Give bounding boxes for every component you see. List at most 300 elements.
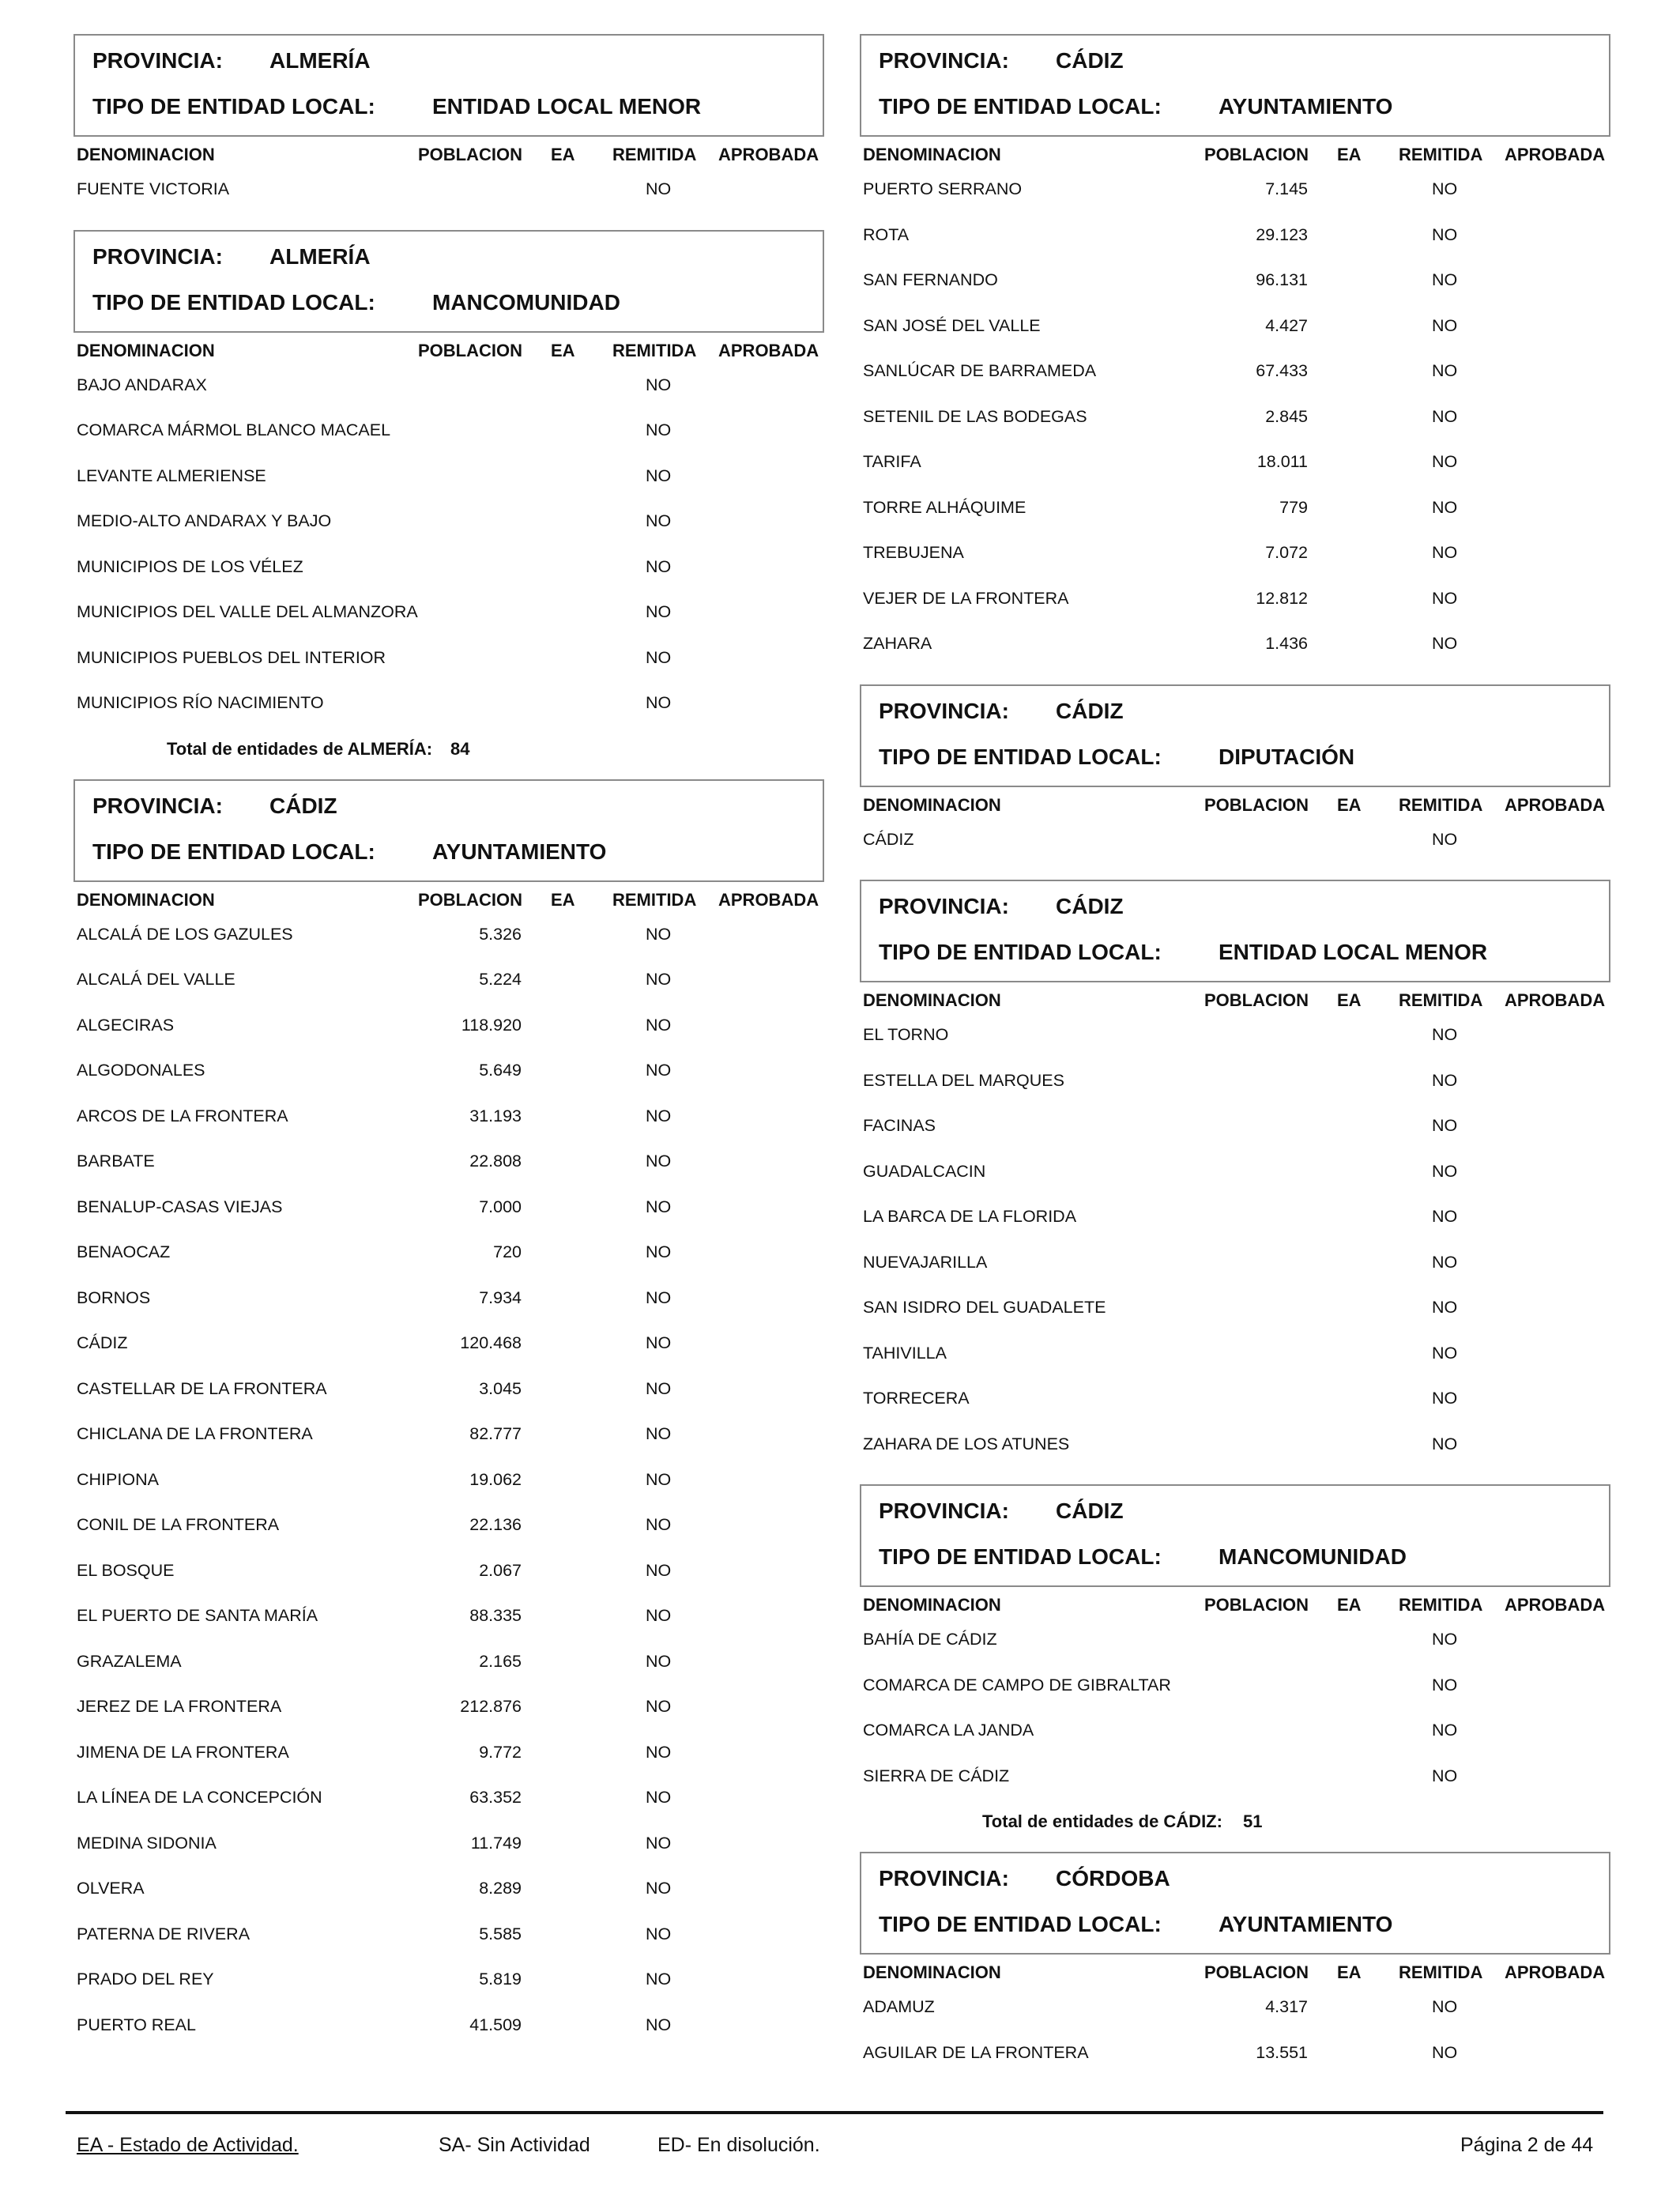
row-denominacion: MUNICIPIOS PUEBLOS DEL INTERIOR xyxy=(77,647,386,667)
tipo-value: AYUNTAMIENTO xyxy=(1219,1912,1393,1936)
provincia-label: PROVINCIA: xyxy=(879,48,1009,73)
legend-ed: ED- En disolución. xyxy=(657,2134,820,2156)
row-denominacion: CÁDIZ xyxy=(863,829,914,849)
row-remitida: NO xyxy=(1432,361,1458,380)
column-headers xyxy=(73,137,824,176)
row-denominacion: TARIFA xyxy=(863,452,921,471)
row-remitida: NO xyxy=(1432,224,1458,244)
row-remitida: NO xyxy=(646,1469,672,1489)
left-column xyxy=(73,0,824,2057)
col-aprobada-header: APROBADA xyxy=(718,340,819,360)
section xyxy=(860,1852,1610,2085)
row-remitida: NO xyxy=(1432,1630,1458,1649)
table-row xyxy=(73,1194,824,1240)
table-row xyxy=(73,176,824,222)
table-row xyxy=(73,645,824,691)
table-row xyxy=(860,358,1610,404)
row-denominacion: CÁDIZ xyxy=(77,1333,128,1352)
table-row xyxy=(860,540,1610,586)
row-remitida: NO xyxy=(646,1015,672,1035)
tipo-value: MANCOMUNIDAD xyxy=(432,289,620,315)
row-poblacion: 88.335 xyxy=(469,1606,522,1625)
provincia-line xyxy=(92,793,337,819)
provincia-value: ALMERÍA xyxy=(269,48,371,73)
row-remitida: NO xyxy=(646,1287,672,1307)
provincia-label: PROVINCIA: xyxy=(92,793,223,818)
row-remitida: NO xyxy=(646,1197,672,1216)
row-remitida: NO xyxy=(1432,588,1458,608)
tipo-label: TIPO DE ENTIDAD LOCAL: xyxy=(92,94,375,119)
table-row xyxy=(860,1717,1610,1763)
row-remitida: NO xyxy=(1432,1207,1458,1226)
table-row xyxy=(860,586,1610,631)
row-denominacion: CASTELLAR DE LA FRONTERA xyxy=(77,1378,327,1398)
row-denominacion: NUEVAJARILLA xyxy=(863,1252,988,1272)
row-remitida: NO xyxy=(1432,1766,1458,1785)
row-remitida: NO xyxy=(1432,452,1458,471)
row-denominacion: ARCOS DE LA FRONTERA xyxy=(77,1106,288,1125)
row-denominacion: PUERTO SERRANO xyxy=(863,179,1023,198)
tipo-label: TIPO DE ENTIDAD LOCAL: xyxy=(879,1544,1162,1569)
table-row xyxy=(860,1672,1610,1718)
col-ea-header: EA xyxy=(1337,145,1362,164)
table-row xyxy=(73,690,824,736)
tipo-label: TIPO DE ENTIDAD LOCAL: xyxy=(879,744,1162,769)
row-remitida: NO xyxy=(1432,315,1458,335)
table-row xyxy=(73,554,824,600)
table-row xyxy=(73,1558,824,1604)
col-remitida-header: REMITIDA xyxy=(1399,990,1483,1010)
row-remitida: NO xyxy=(646,1242,672,1261)
provincia-line xyxy=(92,243,371,270)
row-denominacion: COMARCA MÁRMOL BLANCO MACAEL xyxy=(77,420,391,439)
section-header xyxy=(73,34,824,137)
row-denominacion: FUENTE VICTORIA xyxy=(77,179,230,198)
col-denominacion-header: DENOMINACION xyxy=(863,1595,1001,1615)
tipo-line xyxy=(879,1912,1393,1937)
row-denominacion: LA BARCA DE LA FLORIDA xyxy=(863,1207,1077,1226)
col-ea-header: EA xyxy=(551,889,575,910)
row-denominacion: BENAOCAZ xyxy=(77,1242,171,1261)
table-row xyxy=(73,1875,824,1921)
section-header xyxy=(860,880,1610,982)
provincia-value: ALMERÍA xyxy=(269,243,371,269)
row-denominacion: CONIL DE LA FRONTERA xyxy=(77,1515,280,1534)
table-row xyxy=(73,1285,824,1331)
provincia-line xyxy=(879,48,1124,74)
table-row xyxy=(73,1239,824,1285)
table-row xyxy=(73,1966,824,2012)
table-row xyxy=(860,1994,1610,2040)
row-poblacion: 212.876 xyxy=(460,1697,522,1716)
row-denominacion: TORRE ALHÁQUIME xyxy=(863,497,1026,517)
row-remitida: NO xyxy=(646,602,672,621)
total-line xyxy=(73,736,824,774)
row-denominacion: JIMENA DE LA FRONTERA xyxy=(77,1742,289,1762)
row-denominacion: MEDINA SIDONIA xyxy=(77,1833,217,1853)
tipo-line xyxy=(879,94,1393,119)
row-poblacion: 96.131 xyxy=(1256,270,1308,289)
total-label: Total de entidades de ALMERÍA: xyxy=(167,738,433,759)
row-denominacion: GRAZALEMA xyxy=(77,1651,182,1671)
row-denominacion: AGUILAR DE LA FRONTERA xyxy=(863,2042,1089,2062)
table-row xyxy=(73,463,824,509)
row-poblacion: 22.136 xyxy=(469,1515,522,1534)
row-remitida: NO xyxy=(646,1970,672,1989)
row-poblacion: 7.072 xyxy=(1265,543,1308,562)
col-poblacion-header: POBLACION xyxy=(1204,1962,1309,1982)
col-poblacion-header: POBLACION xyxy=(1204,145,1309,164)
row-remitida: NO xyxy=(646,511,672,530)
column-headers xyxy=(860,982,1610,1022)
row-remitida: NO xyxy=(646,1651,672,1671)
row-denominacion: SIERRA DE CÁDIZ xyxy=(863,1766,1010,1785)
row-denominacion: ZAHARA xyxy=(863,634,932,653)
section-header xyxy=(73,779,824,882)
table-row xyxy=(73,1603,824,1649)
provincia-value: CÓRDOBA xyxy=(1056,1866,1170,1891)
table-row xyxy=(73,1057,824,1103)
row-remitida: NO xyxy=(1432,1161,1458,1181)
row-denominacion: BAJO ANDARAX xyxy=(77,375,207,394)
table-row xyxy=(860,1340,1610,1386)
column-headers xyxy=(73,882,824,922)
section xyxy=(73,779,824,2058)
provincia-line xyxy=(879,698,1124,724)
row-poblacion: 120.468 xyxy=(460,1333,522,1352)
provincia-label: PROVINCIA: xyxy=(879,698,1009,723)
table-row xyxy=(860,1295,1610,1340)
provincia-label: PROVINCIA: xyxy=(879,894,1009,918)
col-denominacion-header: DENOMINACION xyxy=(863,794,1001,815)
provincia-label: PROVINCIA: xyxy=(879,1498,1009,1523)
provincia-label: PROVINCIA: xyxy=(92,48,223,73)
table-row xyxy=(860,1022,1610,1068)
table-row xyxy=(73,417,824,463)
col-aprobada-header: APROBADA xyxy=(718,145,819,164)
total-label: Total de entidades de CÁDIZ: xyxy=(982,1811,1222,1831)
table-row xyxy=(73,1830,824,1876)
col-ea-header: EA xyxy=(551,340,575,360)
col-aprobada-header: APROBADA xyxy=(1505,1595,1606,1615)
provincia-value: CÁDIZ xyxy=(1056,48,1124,73)
provincia-value: CÁDIZ xyxy=(1056,894,1124,918)
tipo-value: MANCOMUNIDAD xyxy=(1219,1544,1407,1569)
col-remitida-header: REMITIDA xyxy=(1399,145,1483,164)
tipo-line xyxy=(92,839,607,865)
column-headers xyxy=(860,137,1610,176)
table-row xyxy=(860,449,1610,495)
row-remitida: NO xyxy=(646,1106,672,1125)
row-denominacion: SETENIL DE LAS BODEGAS xyxy=(863,406,1087,426)
row-remitida: NO xyxy=(646,1879,672,1898)
row-remitida: NO xyxy=(1432,1025,1458,1044)
section-header xyxy=(860,684,1610,787)
section xyxy=(73,34,824,222)
row-remitida: NO xyxy=(1432,1116,1458,1135)
row-poblacion: 41.509 xyxy=(469,2015,522,2034)
row-poblacion: 67.433 xyxy=(1256,361,1308,380)
row-poblacion: 5.326 xyxy=(479,924,522,944)
row-poblacion: 29.123 xyxy=(1256,224,1308,244)
row-poblacion: 63.352 xyxy=(469,1788,522,1807)
row-denominacion: ROTA xyxy=(863,224,910,244)
row-denominacion: JEREZ DE LA FRONTERA xyxy=(77,1697,282,1716)
row-denominacion: ESTELLA DEL MARQUES xyxy=(863,1070,1064,1090)
row-remitida: NO xyxy=(1432,1434,1458,1453)
row-remitida: NO xyxy=(1432,270,1458,289)
table-row xyxy=(73,599,824,645)
row-remitida: NO xyxy=(646,693,672,712)
table-row xyxy=(73,1785,824,1830)
col-ea-header: EA xyxy=(1337,990,1362,1010)
col-poblacion-header: POBLACION xyxy=(418,889,522,910)
row-denominacion: EL PUERTO DE SANTA MARÍA xyxy=(77,1606,318,1625)
row-poblacion: 720 xyxy=(493,1242,522,1261)
row-poblacion: 18.011 xyxy=(1256,452,1308,471)
tipo-label: TIPO DE ENTIDAD LOCAL: xyxy=(879,94,1162,119)
row-denominacion: PUERTO REAL xyxy=(77,2015,196,2034)
row-denominacion: SANLÚCAR DE BARRAMEDA xyxy=(863,361,1097,380)
row-remitida: NO xyxy=(646,1424,672,1443)
table-row xyxy=(73,1921,824,1967)
section-header xyxy=(860,34,1610,137)
col-poblacion-header: POBLACION xyxy=(1204,794,1309,815)
page-number: Página 2 de 44 xyxy=(1460,2134,1594,2156)
row-remitida: NO xyxy=(1432,2042,1458,2062)
row-denominacion: GUADALCACIN xyxy=(863,1161,986,1181)
col-denominacion-header: DENOMINACION xyxy=(863,990,1001,1010)
provincia-line xyxy=(879,894,1124,919)
section-header xyxy=(860,1852,1610,1955)
row-remitida: NO xyxy=(646,970,672,989)
table-row xyxy=(860,222,1610,268)
col-denominacion-header: DENOMINACION xyxy=(77,145,215,164)
row-poblacion: 1.436 xyxy=(1265,634,1308,653)
table-row xyxy=(73,1012,824,1058)
table-row xyxy=(73,922,824,967)
col-aprobada-header: APROBADA xyxy=(1505,794,1606,815)
row-remitida: NO xyxy=(646,375,672,394)
provincia-line xyxy=(879,1498,1124,1524)
row-denominacion: TREBUJENA xyxy=(863,543,964,562)
tipo-line xyxy=(879,744,1355,770)
row-remitida: NO xyxy=(1432,1070,1458,1090)
table-row xyxy=(73,1649,824,1695)
row-remitida: NO xyxy=(646,1924,672,1943)
row-poblacion: 2.165 xyxy=(479,1651,522,1671)
row-remitida: NO xyxy=(1432,1343,1458,1363)
table-row xyxy=(73,1421,824,1467)
row-poblacion: 22.808 xyxy=(469,1152,522,1171)
row-denominacion: LA LÍNEA DE LA CONCEPCIÓN xyxy=(77,1788,322,1807)
col-poblacion-header: POBLACION xyxy=(1204,1595,1309,1615)
row-denominacion: BENALUP-CASAS VIEJAS xyxy=(77,1197,283,1216)
col-aprobada-header: APROBADA xyxy=(1505,990,1606,1010)
col-aprobada-header: APROBADA xyxy=(1505,145,1606,164)
row-denominacion: FACINAS xyxy=(863,1116,936,1135)
row-denominacion: MUNICIPIOS RÍO NACIMIENTO xyxy=(77,693,324,712)
row-poblacion: 82.777 xyxy=(469,1424,522,1443)
provincia-value: CÁDIZ xyxy=(269,793,337,818)
row-poblacion: 779 xyxy=(1279,497,1308,517)
row-remitida: NO xyxy=(646,179,672,198)
row-remitida: NO xyxy=(1432,1252,1458,1272)
row-poblacion: 11.749 xyxy=(470,1833,522,1853)
row-remitida: NO xyxy=(646,1152,672,1171)
table-row xyxy=(860,827,1610,873)
column-headers xyxy=(860,1955,1610,1994)
provincia-line xyxy=(879,1866,1170,1891)
section xyxy=(860,684,1610,873)
footer-rule xyxy=(66,2111,1603,2114)
provincia-value: CÁDIZ xyxy=(1056,1498,1124,1523)
row-denominacion: ALCALÁ DE LOS GAZULES xyxy=(77,924,293,944)
legend-sa: SA- Sin Actividad xyxy=(439,2134,590,2156)
row-denominacion: ZAHARA DE LOS ATUNES xyxy=(863,1434,1070,1453)
tipo-line xyxy=(879,940,1488,965)
table-row xyxy=(73,1467,824,1513)
table-row xyxy=(73,1103,824,1149)
row-remitida: NO xyxy=(646,1788,672,1807)
col-remitida-header: REMITIDA xyxy=(1399,794,1483,815)
table-row xyxy=(73,508,824,554)
row-remitida: NO xyxy=(646,1061,672,1080)
right-column xyxy=(860,0,1610,2085)
row-remitida: NO xyxy=(1432,634,1458,653)
row-poblacion: 4.427 xyxy=(1265,315,1308,335)
row-remitida: NO xyxy=(646,556,672,576)
tipo-value: ENTIDAD LOCAL MENOR xyxy=(432,94,702,119)
row-denominacion: BORNOS xyxy=(77,1287,151,1307)
total-value: 84 xyxy=(450,738,470,759)
section xyxy=(860,34,1610,677)
row-denominacion: CHICLANA DE LA FRONTERA xyxy=(77,1424,313,1443)
row-denominacion: TAHIVILLA xyxy=(863,1343,947,1363)
provincia-line xyxy=(92,48,371,74)
row-denominacion: MUNICIPIOS DE LOS VÉLEZ xyxy=(77,556,303,576)
col-remitida-header: REMITIDA xyxy=(612,145,697,164)
row-poblacion: 5.585 xyxy=(479,1924,522,1943)
row-remitida: NO xyxy=(646,1742,672,1762)
table-row xyxy=(860,1627,1610,1672)
row-poblacion: 7.000 xyxy=(479,1197,522,1216)
row-remitida: NO xyxy=(1432,497,1458,517)
tipo-line xyxy=(879,1544,1407,1570)
table-row xyxy=(73,967,824,1012)
tipo-label: TIPO DE ENTIDAD LOCAL: xyxy=(92,289,375,315)
row-denominacion: ALCALÁ DEL VALLE xyxy=(77,970,235,989)
provincia-label: PROVINCIA: xyxy=(879,1866,1009,1891)
row-poblacion: 13.551 xyxy=(1256,2042,1308,2062)
row-denominacion: BAHÍA DE CÁDIZ xyxy=(863,1630,997,1649)
row-poblacion: 4.317 xyxy=(1265,1997,1308,2016)
table-row xyxy=(860,1763,1610,1809)
row-denominacion: OLVERA xyxy=(77,1879,145,1898)
tipo-value: AYUNTAMIENTO xyxy=(1219,94,1393,119)
col-remitida-header: REMITIDA xyxy=(1399,1962,1483,1982)
table-row xyxy=(860,267,1610,313)
row-denominacion: EL TORNO xyxy=(863,1025,949,1044)
col-ea-header: EA xyxy=(1337,1962,1362,1982)
table-row xyxy=(860,1204,1610,1250)
table-row xyxy=(860,1250,1610,1295)
row-denominacion: COMARCA LA JANDA xyxy=(863,1721,1034,1740)
col-aprobada-header: APROBADA xyxy=(718,889,819,910)
table-row xyxy=(73,372,824,418)
column-headers xyxy=(73,333,824,372)
column-headers xyxy=(860,1587,1610,1627)
col-remitida-header: REMITIDA xyxy=(1399,1595,1483,1615)
row-remitida: NO xyxy=(1432,406,1458,426)
row-poblacion: 31.193 xyxy=(469,1106,522,1125)
col-ea-header: EA xyxy=(1337,794,1362,815)
table-row xyxy=(860,495,1610,541)
section xyxy=(860,880,1610,1476)
row-denominacion: MEDIO-ALTO ANDARAX Y BAJO xyxy=(77,511,332,530)
table-row xyxy=(860,2040,1610,2086)
table-row xyxy=(73,1330,824,1376)
col-poblacion-header: POBLACION xyxy=(418,145,522,164)
table-row xyxy=(73,1148,824,1194)
row-remitida: NO xyxy=(646,1515,672,1534)
column-headers xyxy=(860,787,1610,827)
row-remitida: NO xyxy=(646,647,672,667)
table-row xyxy=(73,1512,824,1558)
row-remitida: NO xyxy=(1432,1721,1458,1740)
tipo-value: DIPUTACIÓN xyxy=(1219,744,1355,769)
row-poblacion: 118.920 xyxy=(461,1015,522,1035)
section xyxy=(73,230,824,736)
row-poblacion: 19.062 xyxy=(469,1469,522,1489)
col-aprobada-header: APROBADA xyxy=(1505,1962,1606,1982)
table-row xyxy=(860,176,1610,222)
col-poblacion-header: POBLACION xyxy=(1204,990,1309,1010)
provincia-value: CÁDIZ xyxy=(1056,698,1124,723)
row-poblacion: 5.819 xyxy=(479,1970,522,1989)
table-row xyxy=(860,1159,1610,1204)
row-poblacion: 7.145 xyxy=(1265,179,1308,198)
row-remitida: NO xyxy=(646,1697,672,1716)
table-row xyxy=(73,1694,824,1740)
table-row xyxy=(860,1431,1610,1477)
table-row xyxy=(860,313,1610,359)
row-denominacion: ALGODONALES xyxy=(77,1061,205,1080)
table-row xyxy=(73,2012,824,2058)
row-poblacion: 8.289 xyxy=(479,1879,522,1898)
row-denominacion: BARBATE xyxy=(77,1152,155,1171)
row-denominacion: LEVANTE ALMERIENSE xyxy=(77,466,266,485)
section xyxy=(860,1484,1610,1808)
legend-ea: EA - Estado de Actividad. xyxy=(77,2134,299,2156)
tipo-line xyxy=(92,289,620,315)
row-denominacion: COMARCA DE CAMPO DE GIBRALTAR xyxy=(863,1675,1171,1695)
col-denominacion-header: DENOMINACION xyxy=(77,889,215,910)
table-row xyxy=(860,631,1610,677)
row-denominacion: PRADO DEL REY xyxy=(77,1970,214,1989)
total-line xyxy=(860,1808,1610,1846)
tipo-label: TIPO DE ENTIDAD LOCAL: xyxy=(92,839,375,864)
row-poblacion: 7.934 xyxy=(479,1287,522,1307)
row-denominacion: CHIPIONA xyxy=(77,1469,159,1489)
row-poblacion: 5.224 xyxy=(479,970,522,989)
col-denominacion-header: DENOMINACION xyxy=(863,1962,1001,1982)
tipo-label: TIPO DE ENTIDAD LOCAL: xyxy=(879,940,1162,964)
row-remitida: NO xyxy=(1432,543,1458,562)
row-remitida: NO xyxy=(646,1560,672,1580)
row-remitida: NO xyxy=(646,924,672,944)
table-row xyxy=(73,1376,824,1422)
